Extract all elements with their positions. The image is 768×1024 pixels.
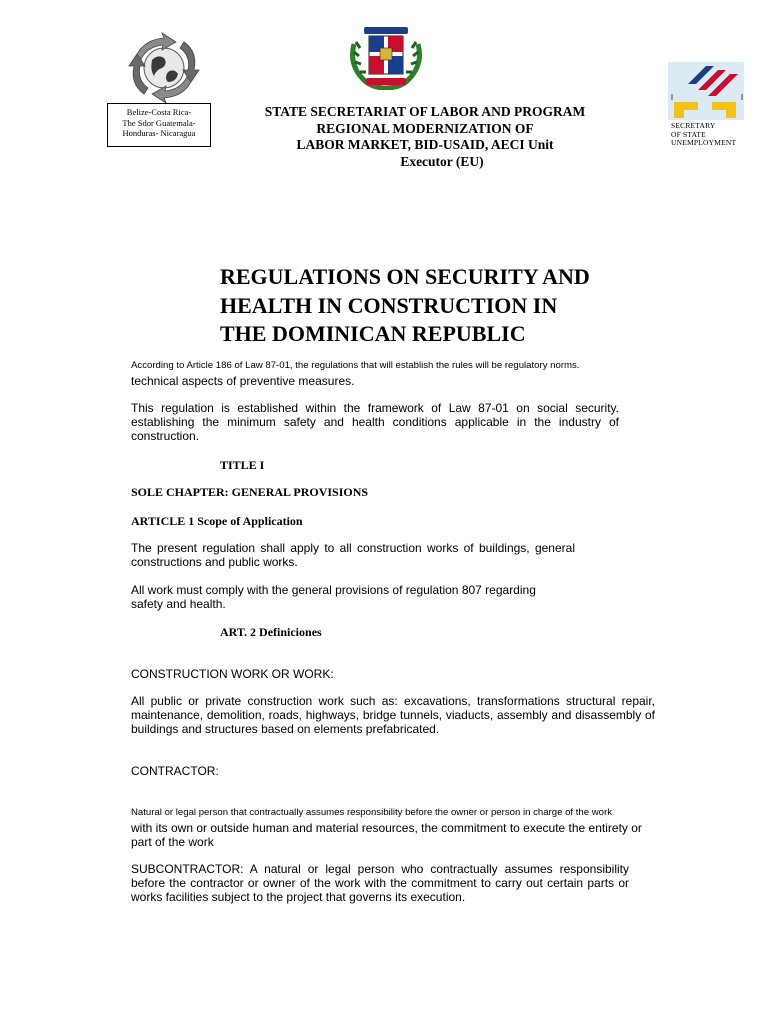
dominican-coat-of-arms <box>346 24 426 90</box>
region-line: The Sdor Guatemala- <box>122 117 196 128</box>
intro-line-1: According to Article 186 of Law 87-01, the regulations that will establish the rules will be regulatory norms. <box>131 360 580 371</box>
scope-paragraph: The present regulation shall apply to all construction works of buildings, general constructions and public works. <box>131 541 575 569</box>
recycling-arrows-logo <box>122 32 206 104</box>
intro-line-2: technical aspects of preventive measures. <box>131 374 355 388</box>
framework-paragraph: This regulation is established within the framework of Law 87-01 on social security. establishing the minimum safety and health conditions applicable in the industry of construction. <box>131 401 619 443</box>
caption-line: OF STATE <box>671 129 706 139</box>
contractor-heading: CONTRACTOR: <box>131 764 219 778</box>
comply-paragraph: All work must comply with the general provisions of regulation 807 regarding safety and health. <box>131 583 536 611</box>
construction-work-definition: All public or private construction work such as: excavations, transformations structural repair, maintenance, demolition, roads, highways, bridge tunnels, viaducts, assembly and disassembly of buildings and structures based on elements prefabricated. <box>131 694 655 736</box>
title-line: REGULATIONS ON SECURITY AND <box>220 264 590 289</box>
contractor-definition: with its own or outside human and material resources, the commitment to execute the entirety or part of the work <box>131 821 642 849</box>
document-title <box>220 263 640 349</box>
title-i-heading: TITLE I <box>220 458 265 472</box>
secretary-logo-caption <box>671 122 751 148</box>
subcontractor-definition: SUBCONTRACTOR: A natural or legal person who contractually assumes responsibility before the contractor or owner of the work with the commitment to carry out certain parts or works facilities subject to the project that governs its execution. <box>131 862 629 904</box>
region-countries-box <box>107 103 211 147</box>
region-line: Honduras- Nicaragua <box>122 128 196 138</box>
header-line: Executor (EU) <box>400 153 484 169</box>
article-1-heading: ARTICLE 1 Scope of Application <box>131 514 303 528</box>
header-line: STATE SECRETARIAT OF LABOR AND PROGRAM <box>264 104 586 119</box>
caption-line: SECRETARY <box>671 121 716 130</box>
secretary-of-state-logo <box>668 62 746 122</box>
construction-work-heading: CONSTRUCTION WORK OR WORK: <box>131 667 334 681</box>
title-line: THE DOMINICAN REPUBLIC <box>220 321 526 346</box>
header-line: LABOR MARKET, BID-USAID, AECI Unit <box>296 137 554 152</box>
contractor-definition-line-1: Natural or legal person that contractually assumes responsibility before the owner or person in charge of the work <box>131 807 613 818</box>
caption-line: UNEMPLOYMENT <box>671 138 737 147</box>
region-line: Belize-Costa Rica- <box>126 107 192 117</box>
chapter-heading: SOLE CHAPTER: GENERAL PROVISIONS <box>131 485 369 499</box>
title-line: HEALTH IN CONSTRUCTION IN <box>220 292 558 318</box>
header-line: REGIONAL MODERNIZATION OF <box>316 120 534 136</box>
article-2-heading: ART. 2 Definiciones <box>220 625 322 639</box>
institution-header <box>220 104 630 170</box>
